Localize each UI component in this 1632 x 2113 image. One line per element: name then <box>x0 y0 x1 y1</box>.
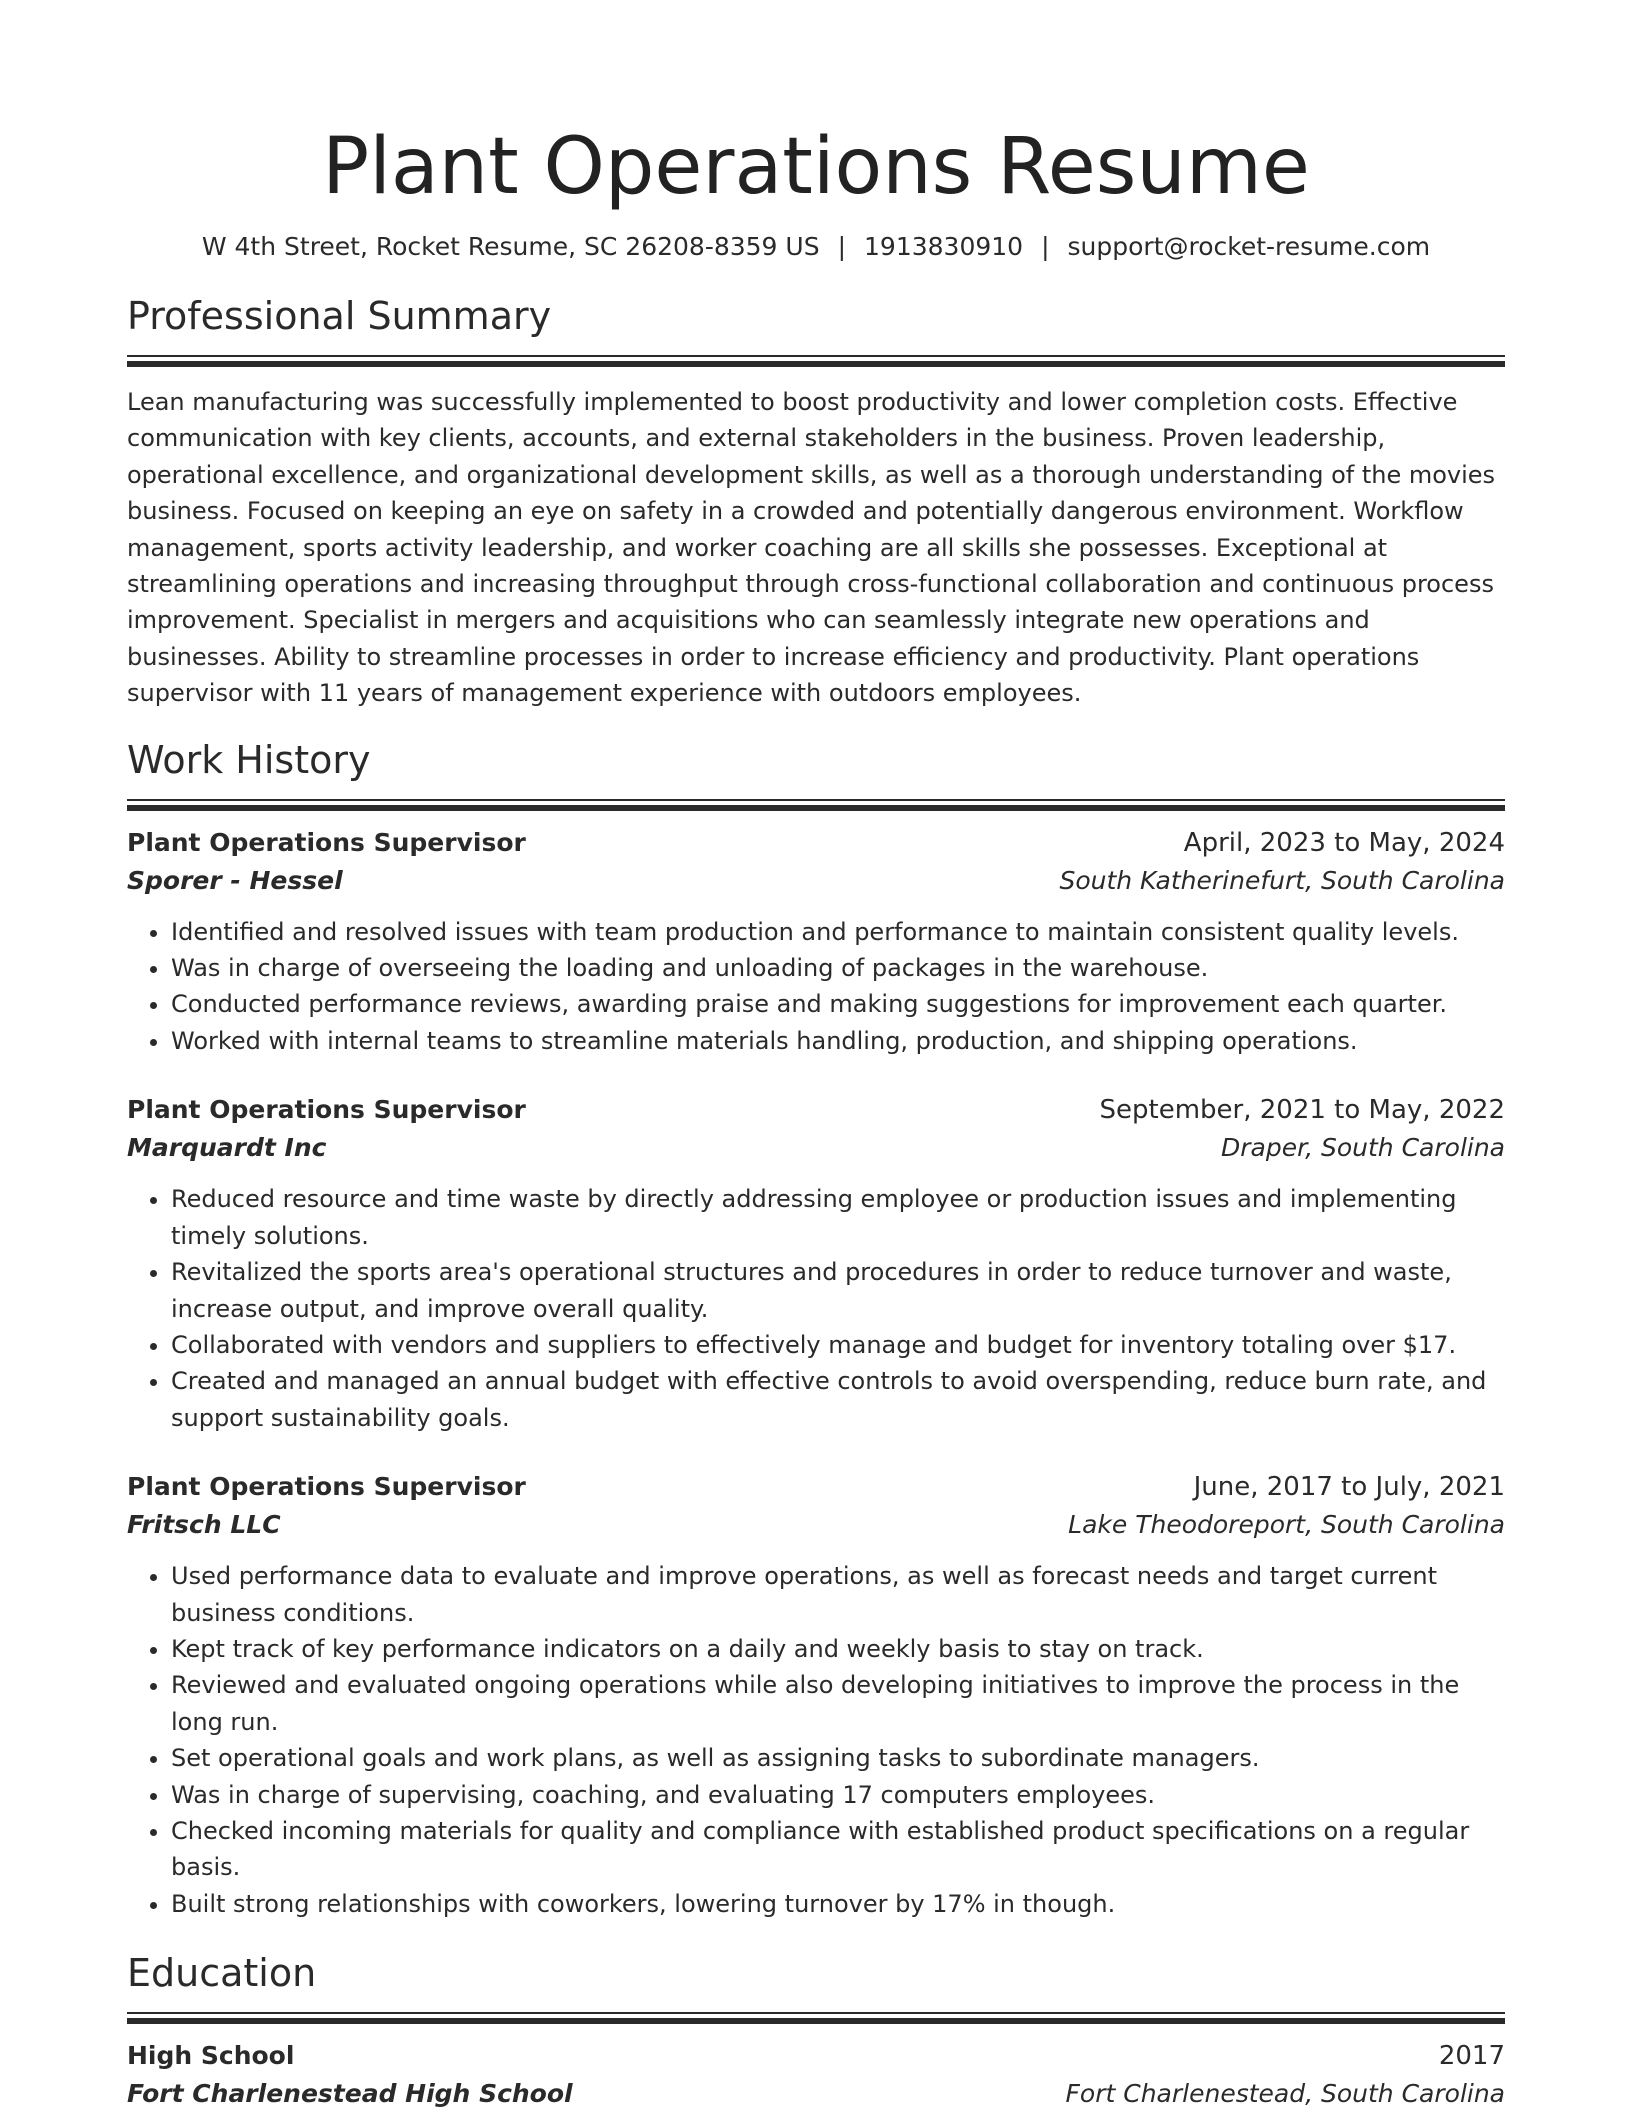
job-entry <box>127 824 1505 1060</box>
job-dates: June, 2017 to July, 2021 <box>1193 1472 1505 1503</box>
education-section <box>127 1948 1505 2113</box>
education-location: Fort Charlenestead, South Carolina <box>1065 2079 1505 2109</box>
job-bullet: • Collaborated with vendors and suppliers to effectively manage and budget for inventory totaling over $17. <box>171 1327 1505 1363</box>
education-school-row <box>127 2075 1505 2113</box>
job-location: South Katherinefurt, South Carolina <box>1059 865 1505 895</box>
job-bullet: • Conducted performance reviews, awarding praise and making suggestions for improvement each quarter. <box>171 986 1505 1022</box>
job-location: Draper, South Carolina <box>1221 1133 1505 1163</box>
resume-title: Plant Operations Resume <box>322 122 1310 212</box>
job-company: Fritsch LLC <box>127 1510 281 1540</box>
education-degree: High School <box>127 2041 295 2071</box>
job-company: Marquardt Inc <box>127 1133 327 1163</box>
job-company-row <box>127 1506 1505 1544</box>
job-bullet: • Built strong relationships with coworkers, lowering turnover by 17% in though. <box>171 1886 1505 1922</box>
education-school: Fort Charlenestead High School <box>127 2079 573 2109</box>
job-bullets <box>127 1181 1505 1436</box>
job-bullet: • Was in charge of overseeing the loading and unloading of packages in the warehouse. <box>171 950 1505 986</box>
job-bullet: • Revitalized the sports area's operational structures and procedures in order to reduce turnover and waste, increase output, and improve overall quality. <box>171 1254 1505 1327</box>
summary-text: Lean manufacturing was successfully implemented to boost productivity and lower completion costs. Effective communication with key clients, accounts, and external stakeholders in the business. Proven leadership, operational excellence, and organizational development skills, as well as a thorough understanding of the movies business. Focused on keeping an eye on safety in a crowded and potentially dangerous environment. Workflow management, sports activity leadership, and worker coaching are all skills she possesses. Exceptional at streamlining operations and increasing throughput through cross-functional collaboration and continuous process improvement. Specialist in mergers and acquisitions who can seamlessly integrate new operations and businesses. Ability to streamline processes in order to increase efficiency and productivity. Plant operations supervisor with 11 years of management experience with outdoors employees. <box>127 388 1496 708</box>
section-title-summary: Professional Summary <box>127 294 552 338</box>
job-bullet: • Used performance data to evaluate and improve operations, as well as forecast needs and target current business conditions. <box>171 1558 1505 1631</box>
section-divider <box>127 799 1505 808</box>
education-year: 2017 <box>1438 2041 1505 2072</box>
education-entry <box>127 2037 1505 2113</box>
section-divider <box>127 355 1505 364</box>
job-header-row <box>127 1091 1505 1129</box>
section-divider <box>127 2012 1505 2021</box>
job-entry <box>127 1091 1505 1436</box>
section-title-education: Education <box>127 1951 317 1996</box>
contact-separator: | <box>1041 232 1050 261</box>
job-bullet: • Reduced resource and time waste by directly addressing employee or production issues and implementing timely solutions. <box>171 1181 1505 1254</box>
job-entry <box>127 1468 1505 1922</box>
job-header-row <box>127 1468 1505 1506</box>
job-company: Sporer - Hessel <box>127 865 343 895</box>
job-title: Plant Operations Supervisor <box>127 1472 526 1502</box>
job-bullet: • Kept track of key performance indicators on a daily and weekly basis to stay on track. <box>171 1631 1505 1667</box>
job-header-row <box>127 824 1505 862</box>
job-bullet: • Worked with internal teams to streamline materials handling, production, and shipping operations. <box>171 1023 1505 1059</box>
contact-line <box>127 230 1505 264</box>
job-title: Plant Operations Supervisor <box>127 827 526 857</box>
job-bullets <box>127 914 1505 1060</box>
contact-address: W 4th Street, Rocket Resume, SC 26208-8359 US <box>201 232 820 261</box>
contact-email: support@rocket-resume.com <box>1067 232 1431 261</box>
work-history-section <box>127 735 1505 1923</box>
job-bullet: • Created and managed an annual budget with effective controls to avoid overspending, reduce burn rate, and support sustainability goals. <box>171 1363 1505 1436</box>
summary-section <box>127 291 1505 712</box>
job-company-row <box>127 862 1505 900</box>
job-bullet: • Was in charge of supervising, coaching, and evaluating 17 computers employees. <box>171 1777 1505 1813</box>
section-title-work-history: Work History <box>127 737 371 782</box>
job-title: Plant Operations Supervisor <box>127 1095 526 1125</box>
job-bullet: • Reviewed and evaluated ongoing operations while also developing initiatives to improve the process in the long run. <box>171 1667 1505 1740</box>
job-bullet: • Checked incoming materials for quality and compliance with established product specifications on a regular basis. <box>171 1813 1505 1886</box>
job-location: Lake Theodoreport, South Carolina <box>1068 1510 1505 1540</box>
job-dates: September, 2021 to May, 2022 <box>1099 1095 1505 1126</box>
job-bullets <box>127 1558 1505 1922</box>
job-bullet: • Identified and resolved issues with team production and performance to maintain consistent quality levels. <box>171 914 1505 950</box>
job-company-row <box>127 1129 1505 1167</box>
contact-phone: 1913830910 <box>864 232 1024 261</box>
job-dates: April, 2023 to May, 2024 <box>1183 827 1505 858</box>
job-bullet: • Set operational goals and work plans, as well as assigning tasks to subordinate managers. <box>171 1740 1505 1776</box>
contact-separator: | <box>837 232 847 261</box>
education-header-row <box>127 2037 1505 2075</box>
